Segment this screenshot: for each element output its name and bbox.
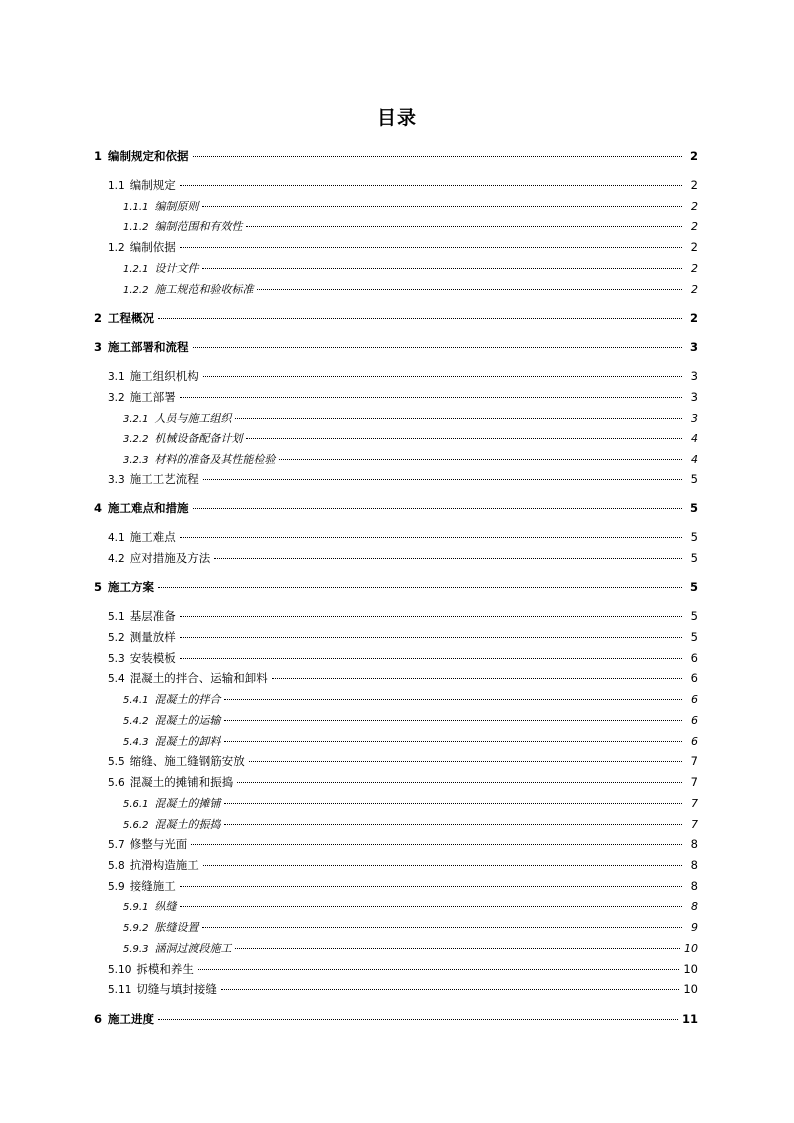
toc-entry[interactable] — [94, 579, 698, 595]
toc-entry-label: 切缝与填封接缝 — [136, 982, 217, 996]
toc-entry[interactable] — [108, 550, 698, 566]
toc-entry-page: 7 — [691, 818, 698, 831]
toc-leader-dots — [203, 478, 682, 480]
toc-entry[interactable] — [108, 981, 698, 997]
toc-leader-dots — [180, 657, 682, 659]
toc-entry[interactable] — [123, 281, 698, 297]
toc-leader-dots — [191, 843, 682, 845]
toc-entry-page: 2 — [691, 283, 698, 296]
toc-entry-label: 混凝土的拌合、运输和卸料 — [129, 671, 268, 685]
toc-entry-page: 3 — [689, 340, 698, 354]
toc-entry-number: 3.2.3 — [123, 455, 149, 466]
toc-entry-page: 8 — [690, 837, 698, 851]
toc-entry-page: 7 — [691, 797, 698, 810]
toc-entry[interactable] — [108, 239, 698, 255]
toc-entry-page: 8 — [690, 858, 698, 872]
toc-entry-number: 1.2 — [108, 242, 125, 254]
toc-entry[interactable] — [123, 691, 698, 707]
toc-entry-number: 5.4 — [108, 673, 125, 685]
toc-entry-number: 5.4.3 — [123, 737, 149, 748]
toc-leader-dots — [272, 677, 682, 679]
toc-entry[interactable] — [123, 198, 698, 214]
toc-entry[interactable] — [123, 940, 698, 956]
toc-entry-number: 5.6 — [108, 777, 125, 789]
toc-entry[interactable] — [123, 260, 698, 276]
toc-entry[interactable] — [108, 670, 698, 686]
toc-entry-page: 3 — [690, 390, 698, 404]
toc-entry-number: 3.2 — [108, 392, 125, 404]
toc-entry[interactable] — [108, 389, 698, 405]
toc-leader-dots — [224, 719, 682, 721]
toc-entry-number: 1.1.1 — [123, 202, 149, 213]
toc-entry[interactable] — [108, 177, 698, 193]
toc-entry-number: 1.2.2 — [123, 285, 149, 296]
toc-entry[interactable] — [108, 529, 698, 545]
toc-entry-label: 编制范围和有效性 — [154, 220, 243, 233]
toc-leader-dots — [180, 536, 682, 538]
toc-entry[interactable] — [94, 1011, 698, 1027]
toc-entry[interactable] — [108, 878, 698, 894]
toc-entry-number: 5.9.2 — [123, 923, 149, 934]
toc-leader-dots — [246, 437, 682, 439]
toc-entry-label: 混凝土的振捣 — [154, 818, 221, 831]
toc-entry-label: 施工组织机构 — [129, 369, 199, 383]
toc-entry-label: 缩缝、施工缝钢筋安放 — [129, 754, 245, 768]
toc-entry[interactable] — [123, 898, 698, 914]
toc-entry-number: 5.1 — [108, 611, 125, 623]
toc-entry[interactable] — [123, 712, 698, 728]
toc-entry-number: 5.10 — [108, 964, 132, 976]
toc-entry[interactable] — [123, 451, 698, 467]
toc-entry-page: 2 — [689, 311, 698, 325]
toc-leader-dots — [198, 968, 679, 970]
toc-entry-page: 10 — [683, 962, 698, 976]
toc-entry-number: 5.7 — [108, 839, 125, 851]
toc-entry-label: 应对措施及方法 — [129, 551, 211, 565]
toc-entry[interactable] — [108, 608, 698, 624]
toc-entry[interactable] — [108, 650, 698, 666]
toc-entry-number: 5.3 — [108, 653, 125, 665]
toc-entry-label: 编制依据 — [129, 240, 176, 254]
toc-entry-label: 测量放样 — [129, 630, 176, 644]
toc-entry-number: 5 — [94, 580, 103, 594]
toc-entry[interactable] — [94, 339, 698, 355]
toc-leader-dots — [158, 317, 682, 319]
toc-entry-number: 3 — [94, 340, 103, 354]
toc-entry-page: 2 — [691, 262, 698, 275]
toc-entry-number: 1 — [94, 149, 103, 163]
toc-entry-page: 5 — [690, 609, 698, 623]
toc-entry-label: 施工工艺流程 — [129, 472, 199, 486]
toc-entry-page: 5 — [689, 501, 698, 515]
toc-entry-number: 2 — [94, 311, 103, 325]
toc-entry-label: 混凝土的卸料 — [154, 735, 221, 748]
toc-entry[interactable] — [123, 919, 698, 935]
toc-entry-label: 编制原则 — [154, 200, 199, 213]
toc-leader-dots — [193, 507, 683, 509]
toc-entry-page: 7 — [690, 754, 698, 768]
toc-entry-page: 6 — [690, 651, 698, 665]
toc-entry-label: 修整与光面 — [129, 837, 188, 851]
toc-leader-dots — [180, 396, 682, 398]
toc-entry-number: 3.2.2 — [123, 434, 149, 445]
toc-entry-label: 涵洞过渡段施工 — [154, 942, 232, 955]
toc-entry-number: 5.9.3 — [123, 944, 149, 955]
toc-entry-number: 5.8 — [108, 860, 125, 872]
toc-leader-dots — [203, 864, 682, 866]
toc-entry-page: 5 — [689, 580, 698, 594]
toc-entry-label: 人员与施工组织 — [154, 412, 232, 425]
toc-entry-page: 5 — [690, 630, 698, 644]
toc-entry[interactable] — [123, 410, 698, 426]
toc-entry[interactable] — [94, 310, 698, 326]
toc-entry-page: 9 — [691, 921, 698, 934]
toc-entry-label: 工程概况 — [108, 311, 154, 325]
toc-entry-number: 5.11 — [108, 984, 132, 996]
toc-leader-dots — [180, 636, 682, 638]
toc-entry-label: 混凝土的摊铺 — [154, 797, 221, 810]
toc-entry-number: 5.9 — [108, 881, 125, 893]
toc-entry-label: 胀缝设置 — [154, 921, 199, 934]
toc-title: 目录 — [376, 107, 417, 129]
toc-entry[interactable] — [108, 471, 698, 487]
toc-leader-dots — [202, 926, 682, 928]
toc-entry-label: 编制规定 — [129, 178, 176, 192]
toc-entry-label: 施工进度 — [108, 1012, 154, 1026]
toc-entry-number: 5.4.2 — [123, 716, 149, 727]
toc-leader-dots — [158, 586, 682, 588]
toc-entry-page: 11 — [681, 1012, 698, 1026]
toc-entry[interactable] — [94, 500, 698, 516]
toc-entry-page: 2 — [689, 149, 698, 163]
toc-entry-page: 6 — [691, 714, 698, 727]
toc-entry-label: 施工部署和流程 — [108, 340, 189, 354]
toc-entry-number: 3.2.1 — [123, 414, 149, 425]
toc-leader-dots — [193, 346, 683, 348]
toc-entry[interactable] — [108, 961, 698, 977]
toc-entry-label: 抗滑构造施工 — [129, 858, 199, 872]
toc-entry-number: 5.4.1 — [123, 695, 149, 706]
toc-entry[interactable] — [94, 148, 698, 164]
toc-leader-dots — [246, 225, 682, 227]
toc-entry-number: 5.9.1 — [123, 902, 149, 913]
toc-entry[interactable] — [123, 430, 698, 446]
toc-entry-number: 4.2 — [108, 553, 125, 565]
toc-entry-number: 5.6.1 — [123, 799, 149, 810]
toc-leader-dots — [235, 417, 682, 419]
toc-entry-label: 混凝土的摊铺和振捣 — [129, 775, 234, 789]
toc-leader-dots — [214, 557, 682, 559]
toc-leader-dots — [180, 905, 682, 907]
toc-leader-dots — [193, 155, 683, 157]
toc-entry-page: 3 — [690, 369, 698, 383]
toc-leader-dots — [257, 288, 682, 290]
toc-leader-dots — [180, 885, 682, 887]
toc-leader-dots — [237, 781, 682, 783]
toc-entry-label: 施工难点 — [129, 530, 176, 544]
toc-entry-page: 5 — [690, 551, 698, 565]
toc-entry-label: 混凝土的拌合 — [154, 693, 221, 706]
toc-entry[interactable] — [123, 218, 698, 234]
toc-leader-dots — [221, 988, 679, 990]
toc-entry-label: 纵缝 — [154, 900, 177, 913]
toc-entry-label: 设计文件 — [154, 262, 199, 275]
toc-entry-label: 施工难点和措施 — [108, 501, 189, 515]
toc-entry-page: 2 — [691, 220, 698, 233]
toc-leader-dots — [224, 698, 682, 700]
toc-entry-number: 1.1.2 — [123, 222, 149, 233]
toc-entry-label: 基层准备 — [129, 609, 176, 623]
toc-leader-dots — [224, 802, 682, 804]
toc-entry-page: 2 — [691, 200, 698, 213]
toc-entry[interactable] — [123, 795, 698, 811]
toc-entry-label: 编制规定和依据 — [108, 149, 189, 163]
toc-leader-dots — [202, 205, 682, 207]
toc-entry-number: 3.1 — [108, 371, 125, 383]
toc-entry-page: 5 — [690, 472, 698, 486]
toc-entry[interactable] — [108, 753, 698, 769]
toc-entry-page: 6 — [691, 693, 698, 706]
toc-entry[interactable] — [108, 857, 698, 873]
toc-leader-dots — [202, 267, 682, 269]
toc-entry[interactable] — [108, 629, 698, 645]
toc-leader-dots — [158, 1018, 678, 1020]
toc-entry-label: 安装模板 — [129, 651, 176, 665]
toc-entry-number: 3.3 — [108, 474, 125, 486]
toc-entry-label: 拆模和养生 — [136, 962, 194, 976]
toc-leader-dots — [279, 458, 682, 460]
toc-entry-label: 混凝土的运输 — [154, 714, 221, 727]
toc-entry[interactable] — [108, 368, 698, 384]
toc-entry-number: 5.2 — [108, 632, 125, 644]
toc-entry[interactable] — [108, 836, 698, 852]
toc-entry-page: 4 — [691, 453, 698, 466]
toc-entry-page: 7 — [690, 775, 698, 789]
toc-entry-number: 1.2.1 — [123, 264, 149, 275]
toc-entry-number: 5.5 — [108, 756, 125, 768]
toc-leader-dots — [180, 615, 682, 617]
toc-entry-page: 6 — [690, 671, 698, 685]
toc-entry-number: 1.1 — [108, 180, 125, 192]
toc-leader-dots — [203, 375, 682, 377]
toc-entry-page: 3 — [691, 412, 698, 425]
toc-entry[interactable] — [123, 733, 698, 749]
toc-leader-dots — [249, 760, 682, 762]
toc-entry-number: 4.1 — [108, 532, 125, 544]
toc-entry-label: 施工规范和验收标准 — [154, 283, 254, 296]
toc-entry-page: 8 — [690, 879, 698, 893]
toc-entry-number: 4 — [94, 501, 103, 515]
toc-leader-dots — [224, 823, 682, 825]
toc-leader-dots — [224, 740, 682, 742]
toc-entry[interactable] — [108, 774, 698, 790]
toc-leader-dots — [180, 184, 682, 186]
toc-entry-page: 5 — [690, 530, 698, 544]
toc-entry-label: 接缝施工 — [129, 879, 176, 893]
toc-leader-dots — [235, 947, 680, 949]
toc-entry-page: 10 — [683, 982, 698, 996]
toc-entry-page: 2 — [690, 178, 698, 192]
toc-entry-number: 5.6.2 — [123, 820, 149, 831]
toc-entry-page: 2 — [690, 240, 698, 254]
toc-entry-label: 施工方案 — [108, 580, 154, 594]
toc-entry-page: 6 — [691, 735, 698, 748]
toc-entry-number: 6 — [94, 1012, 103, 1026]
toc-leader-dots — [180, 246, 682, 248]
toc-entry-label: 施工部署 — [129, 390, 176, 404]
toc-entry-label: 材料的准备及其性能检验 — [154, 453, 276, 466]
toc-entry-label: 机械设备配备计划 — [154, 432, 243, 445]
toc-entry-page: 10 — [684, 942, 698, 955]
toc-entry-page: 4 — [691, 432, 698, 445]
toc-entry[interactable] — [123, 816, 698, 832]
toc-entry-page: 8 — [691, 900, 698, 913]
